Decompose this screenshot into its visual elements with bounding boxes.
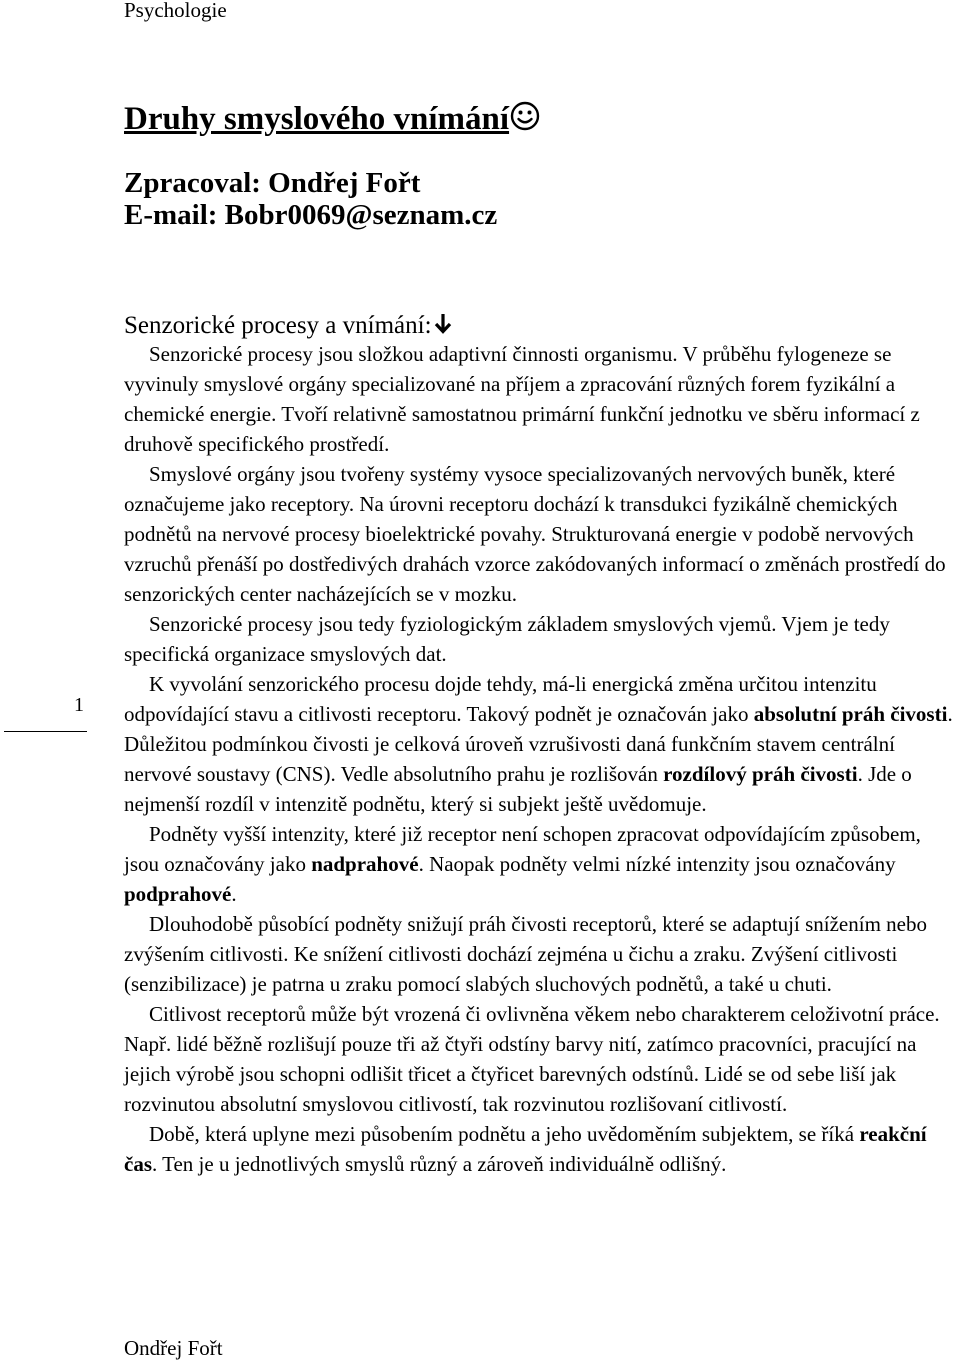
author-line: Zpracoval: Ondřej Fořt bbox=[124, 167, 421, 199]
document-title bbox=[124, 99, 540, 141]
bold-term: absolutní práh čivosti bbox=[753, 702, 948, 726]
header-subject: Psychologie bbox=[124, 0, 227, 22]
paragraph-text: Smyslové orgány jsou tvořeny systémy vysoce specializovaných nervových buněk, které označujeme jako receptory. Na úrovni receptoru dochází k transdukci fyzikálně chemických podnětů na nervové procesy bioelektrické povahy. Strukturovaná energie v podobě nervových vzruchů přenáší po dostředivých drahách vzorce zakódovaných informací o změnách prostředí do senzorických center nacházejících se v mozku. bbox=[124, 462, 946, 606]
paragraph bbox=[124, 459, 960, 609]
email-line: E-mail: Bobr0069@seznam.cz bbox=[124, 199, 498, 231]
bold-term: reakční čas bbox=[124, 1122, 927, 1176]
running-footer bbox=[124, 1336, 223, 1360]
paragraph-text: . Důležitou podmínkou čivosti je celková úroveň vzrušivosti daná funkčním stavem centrální nervové soustavy (CNS). Vedle absolutního prahu je rozlišován bbox=[124, 702, 953, 786]
body-text bbox=[124, 339, 960, 1179]
paragraph-text: Citlivost receptorů může být vrozená či ovlivněna věkem nebo charakterem celoživotní práce. Např. lidé běžně rozlišují pouze tři až čtyři odstíny barvy nití, zatímco pracovníci, pracující na jejich výrobě jsou schopni odlišit třicet a čtyřicet barevných odstínů. Lidé se od sebe liší jak rozvinutou absolutní smyslovou citlivostí, tak rozvinutou rozlišovaní citlivostí. bbox=[124, 1002, 940, 1116]
bold-term: rozdílový práh čivosti bbox=[663, 762, 858, 786]
paragraph-text: Senzorické procesy jsou tedy fyziologickým základem smyslových vjemů. Vjem je tedy specifická organizace smyslových dat. bbox=[124, 612, 890, 666]
paragraph bbox=[124, 1119, 960, 1179]
paragraph-text: Době, která uplyne mezi působením podnětu a jeho uvědoměním subjektem, se říká bbox=[149, 1122, 860, 1146]
smiley-face-icon bbox=[510, 101, 540, 141]
section-heading bbox=[124, 311, 452, 342]
paragraph bbox=[124, 669, 960, 819]
paragraph-text: Senzorické procesy jsou složkou adaptivní činnosti organismu. V průběhu fylogeneze se vyvinuly smyslové orgány specializované na příjem a zpracování různých forem fyzikální a chemické energie. Tvoří relativně samostatnou primární funkční jednotku ve sběru informací z druhově specifického prostředí. bbox=[124, 342, 920, 456]
margin-rule bbox=[4, 731, 87, 732]
paragraph bbox=[124, 909, 960, 999]
paragraph-text: Podněty vyšší intenzity, které již receptor není schopen zpracovat odpovídajícím způsobem, jsou označovány jako bbox=[124, 822, 921, 876]
author-block bbox=[124, 167, 497, 231]
paragraph-text: . Ten je u jednotlivých smyslů různý a zároveň individuálně odlišný. bbox=[152, 1152, 727, 1176]
running-header bbox=[124, 0, 227, 22]
paragraph-text: Dlouhodobě působící podněty snižují práh čivosti receptorů, které se adaptují snížením nebo zvýšením citlivosti. Ke snížení citlivosti dochází zejména u čichu a zraku. Zvýšení citlivosti (senzibilizace) je patrna u zraku pomocí slabých sluchových podnětů, a také u chuti. bbox=[124, 912, 927, 996]
paragraph-text: K vyvolání senzorického procesu dojde tehdy, má-li energická změna určitou intenzitu odpovídající stavu a citlivosti receptoru. Takový podnět je označován jako bbox=[124, 672, 877, 726]
paragraph-text: . Naopak podněty velmi nízké intenzity jsou označovány bbox=[418, 852, 896, 876]
bold-term: nadprahové bbox=[311, 852, 419, 876]
margin-page-marker: 1 bbox=[74, 694, 84, 716]
footer-author: Ondřej Fořt bbox=[124, 1336, 223, 1360]
title-text: Druhy smyslového vnímání bbox=[124, 101, 510, 137]
paragraph bbox=[124, 999, 960, 1119]
paragraph bbox=[124, 339, 960, 459]
bold-term: podprahové bbox=[124, 882, 232, 906]
arrow-down-icon bbox=[434, 312, 452, 342]
paragraph-text: . bbox=[231, 882, 237, 906]
paragraph bbox=[124, 609, 960, 669]
paragraph-text: . Jde o nejmenší rozdíl v intenzitě podnětu, který si subjekt ještě uvědomuje. bbox=[124, 762, 912, 816]
paragraph bbox=[124, 819, 960, 909]
section-heading-text: Senzorické procesy a vnímání: bbox=[124, 312, 432, 339]
